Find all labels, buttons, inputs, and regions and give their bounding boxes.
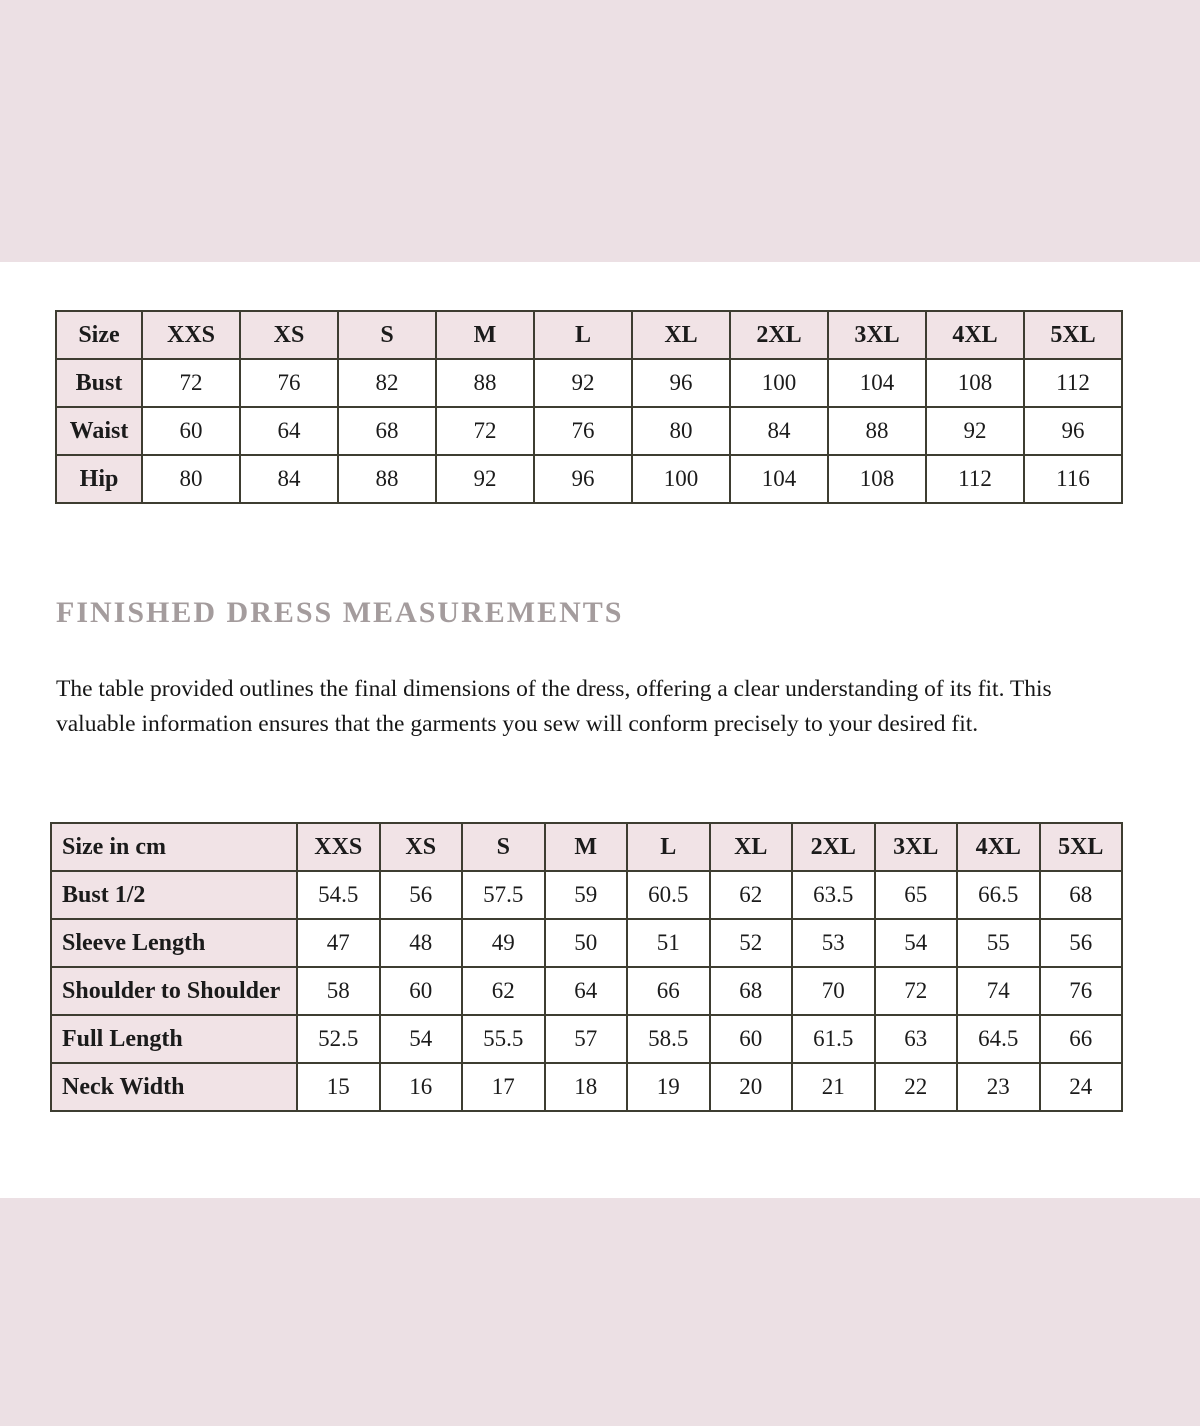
measurement-value-cell: 76: [1040, 967, 1123, 1015]
measurement-value-cell: 51: [627, 919, 710, 967]
measurement-value-cell: 19: [627, 1063, 710, 1111]
measurement-value-cell: 92: [534, 359, 632, 407]
measurement-value-cell: 80: [632, 407, 730, 455]
measurement-value-cell: 58.5: [627, 1015, 710, 1063]
measurement-value-cell: 58: [297, 967, 380, 1015]
measurement-value-cell: 108: [828, 455, 926, 503]
measurement-value-cell: 15: [297, 1063, 380, 1111]
table-row: [51, 871, 1122, 919]
size-header-cell: 4XL: [957, 823, 1040, 871]
measurement-value-cell: 52: [710, 919, 793, 967]
table-row: [51, 919, 1122, 967]
measurement-value-cell: 112: [1024, 359, 1122, 407]
measurement-value-cell: 16: [380, 1063, 463, 1111]
size-header-cell: XL: [710, 823, 793, 871]
top-pink-band: [0, 0, 1200, 262]
measurement-value-cell: 92: [926, 407, 1024, 455]
section-heading: FINISHED DRESS MEASUREMENTS: [56, 596, 624, 629]
measurement-value-cell: 92: [436, 455, 534, 503]
table-row: [51, 1015, 1122, 1063]
table-row: [51, 1063, 1122, 1111]
measurement-value-cell: 17: [462, 1063, 545, 1111]
measurement-value-cell: 66: [627, 967, 710, 1015]
size-header-cell: S: [338, 311, 436, 359]
corner-header-cell: Size: [56, 311, 142, 359]
measurement-value-cell: 68: [1040, 871, 1123, 919]
measurement-value-cell: 64: [545, 967, 628, 1015]
row-label-cell: Neck Width: [51, 1063, 297, 1111]
measurement-value-cell: 21: [792, 1063, 875, 1111]
measurement-value-cell: 80: [142, 455, 240, 503]
measurement-value-cell: 49: [462, 919, 545, 967]
measurement-value-cell: 104: [730, 455, 828, 503]
measurement-value-cell: 63.5: [792, 871, 875, 919]
measurement-value-cell: 60: [380, 967, 463, 1015]
measurement-value-cell: 54: [380, 1015, 463, 1063]
measurement-value-cell: 23: [957, 1063, 1040, 1111]
section-description: The table provided outlines the final dimensions of the dress, offering a clear understanding of its fit. This valuable information ensures that the garments you sew will conform precisely to your desired fit.: [56, 676, 1052, 737]
measurement-value-cell: 82: [338, 359, 436, 407]
measurement-value-cell: 88: [436, 359, 534, 407]
measurement-value-cell: 57: [545, 1015, 628, 1063]
measurement-value-cell: 74: [957, 967, 1040, 1015]
finished-dress-measurements-table: [50, 822, 1123, 1112]
header-row: [51, 823, 1122, 871]
table-row: [56, 407, 1122, 455]
size-header-cell: 3XL: [828, 311, 926, 359]
bottom-pink-band: [0, 1198, 1200, 1426]
measurement-value-cell: 64.5: [957, 1015, 1040, 1063]
measurement-value-cell: 76: [534, 407, 632, 455]
measurement-value-cell: 72: [436, 407, 534, 455]
row-label-cell: Sleeve Length: [51, 919, 297, 967]
measurement-value-cell: 64: [240, 407, 338, 455]
measurement-value-cell: 116: [1024, 455, 1122, 503]
row-label-cell: Bust: [56, 359, 142, 407]
size-header-cell: S: [462, 823, 545, 871]
size-header-cell: 5XL: [1024, 311, 1122, 359]
measurement-value-cell: 104: [828, 359, 926, 407]
measurement-value-cell: 88: [828, 407, 926, 455]
measurement-value-cell: 52.5: [297, 1015, 380, 1063]
measurement-value-cell: 18: [545, 1063, 628, 1111]
size-header-cell: 4XL: [926, 311, 1024, 359]
measurement-value-cell: 96: [534, 455, 632, 503]
measurement-value-cell: 53: [792, 919, 875, 967]
row-label-cell: Waist: [56, 407, 142, 455]
measurement-value-cell: 84: [240, 455, 338, 503]
measurement-value-cell: 72: [875, 967, 958, 1015]
measurement-value-cell: 48: [380, 919, 463, 967]
measurement-value-cell: 84: [730, 407, 828, 455]
table-row: [56, 455, 1122, 503]
size-header-cell: XXS: [142, 311, 240, 359]
table-row: [51, 967, 1122, 1015]
size-header-cell: 2XL: [730, 311, 828, 359]
row-label-cell: Hip: [56, 455, 142, 503]
measurement-value-cell: 108: [926, 359, 1024, 407]
size-header-cell: XL: [632, 311, 730, 359]
measurement-value-cell: 57.5: [462, 871, 545, 919]
measurement-value-cell: 55.5: [462, 1015, 545, 1063]
size-header-cell: L: [627, 823, 710, 871]
measurement-value-cell: 22: [875, 1063, 958, 1111]
size-header-cell: XS: [240, 311, 338, 359]
header-row: [56, 311, 1122, 359]
size-header-cell: 3XL: [875, 823, 958, 871]
measurement-value-cell: 63: [875, 1015, 958, 1063]
measurement-value-cell: 54: [875, 919, 958, 967]
size-header-cell: M: [436, 311, 534, 359]
measurement-value-cell: 76: [240, 359, 338, 407]
measurement-value-cell: 112: [926, 455, 1024, 503]
measurement-value-cell: 56: [1040, 919, 1123, 967]
measurement-value-cell: 66.5: [957, 871, 1040, 919]
size-header-cell: 2XL: [792, 823, 875, 871]
measurement-value-cell: 70: [792, 967, 875, 1015]
measurement-value-cell: 96: [632, 359, 730, 407]
size-header-cell: 5XL: [1040, 823, 1123, 871]
table-row: [56, 359, 1122, 407]
measurement-value-cell: 60.5: [627, 871, 710, 919]
measurement-value-cell: 96: [1024, 407, 1122, 455]
measurement-value-cell: 56: [380, 871, 463, 919]
row-label-cell: Bust 1/2: [51, 871, 297, 919]
body-size-chart-table: [55, 310, 1123, 504]
measurement-value-cell: 24: [1040, 1063, 1123, 1111]
measurement-value-cell: 66: [1040, 1015, 1123, 1063]
size-header-cell: M: [545, 823, 628, 871]
measurement-value-cell: 47: [297, 919, 380, 967]
measurement-value-cell: 62: [462, 967, 545, 1015]
measurement-value-cell: 88: [338, 455, 436, 503]
size-header-cell: XS: [380, 823, 463, 871]
measurement-value-cell: 60: [710, 1015, 793, 1063]
row-label-cell: Shoulder to Shoulder: [51, 967, 297, 1015]
size-header-cell: XXS: [297, 823, 380, 871]
measurement-value-cell: 59: [545, 871, 628, 919]
row-label-cell: Full Length: [51, 1015, 297, 1063]
measurement-value-cell: 100: [730, 359, 828, 407]
measurement-value-cell: 65: [875, 871, 958, 919]
measurement-value-cell: 61.5: [792, 1015, 875, 1063]
measurement-value-cell: 20: [710, 1063, 793, 1111]
corner-header-cell: Size in cm: [51, 823, 297, 871]
measurement-value-cell: 50: [545, 919, 628, 967]
measurement-value-cell: 68: [710, 967, 793, 1015]
measurement-value-cell: 100: [632, 455, 730, 503]
measurement-value-cell: 62: [710, 871, 793, 919]
measurement-value-cell: 72: [142, 359, 240, 407]
measurement-value-cell: 54.5: [297, 871, 380, 919]
size-header-cell: L: [534, 311, 632, 359]
measurement-value-cell: 68: [338, 407, 436, 455]
measurement-value-cell: 60: [142, 407, 240, 455]
measurement-value-cell: 55: [957, 919, 1040, 967]
